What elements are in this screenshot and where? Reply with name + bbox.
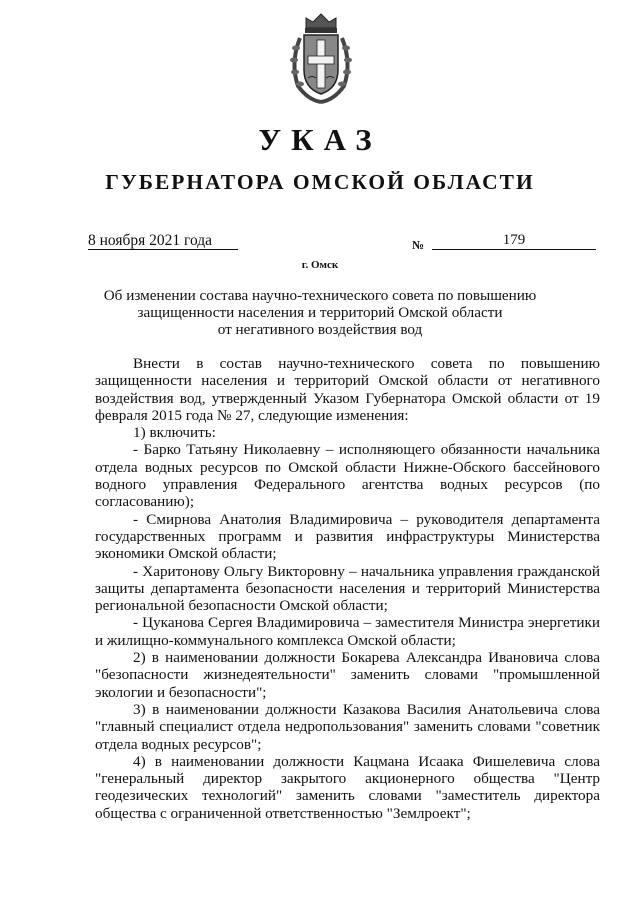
body-paragraph: - Цуканова Сергея Владимировича – заместителя Министра энергетики и жилищно-коммунального комплекса Омской области; [95,614,600,649]
body-paragraph: - Барко Татьяну Николаевну – исполняющего обязанности начальника отдела водных ресурсов по Омской области Нижне-Обского бассейнового водного управления Федерального агентства водных ресурсов (по согласованию); [95,441,600,511]
body-paragraph: - Харитонову Ольгу Викторовну – начальника управления гражданской защиты департамента безопасности населения и территорий Министерства региональной безопасности Омской области; [95,562,600,615]
body-paragraph: Внести в состав научно-технического совета по повышению защищенности населения и территорий Омской области от негативного воздействия вод, утвержденный Указом Губернатора Омской области от 19 февраля 2015 года № 27, следующие изменения: [95,355,600,424]
body-paragraph: 4) в наименовании должности Кацмана Исаака Фишелевича слова "генеральный директор закрытого акционерного общества "Центр геодезических технологий" заменить словами "заместитель директора общества с ограниченной ответственностью "Землроект"; [95,752,600,822]
document-number: 179 [432,232,596,250]
heading-line: защищенности населения и территорий Омской области [137,304,503,321]
document-body [95,355,600,822]
heading-line: Об изменении состава научно-технического совета по повышению [103,287,537,304]
coat-of-arms-emblem [286,8,356,104]
document-subtitle: ГУБЕРНАТОРА ОМСКОЙ ОБЛАСТИ [105,170,535,194]
body-paragraph: - Смирнова Анатолия Владимировича – руководителя департамента государственных программ и развития инфраструктуры Министерства экономики Омской области; [95,510,600,563]
city-label: г. Омск [301,259,339,271]
heading-line: от негативного воздействия вод [217,321,423,338]
document-heading [100,287,540,338]
body-paragraph: 2) в наименовании должности Бокарева Александра Ивановича слова "безопасности жизнедеятельности" заменить словами "промышленной экологии и безопасности"; [95,649,600,701]
body-paragraph: 1) включить: [133,424,216,442]
document-title: УКАЗ [258,122,382,157]
body-paragraph: 3) в наименовании должности Казакова Василия Анатольевича слова "главный специалист отдела недропользования" заменить словами "советник отдела водных ресурсов"; [95,700,600,753]
document-date: 8 ноября 2021 года [88,232,238,250]
number-label: № [412,238,425,252]
